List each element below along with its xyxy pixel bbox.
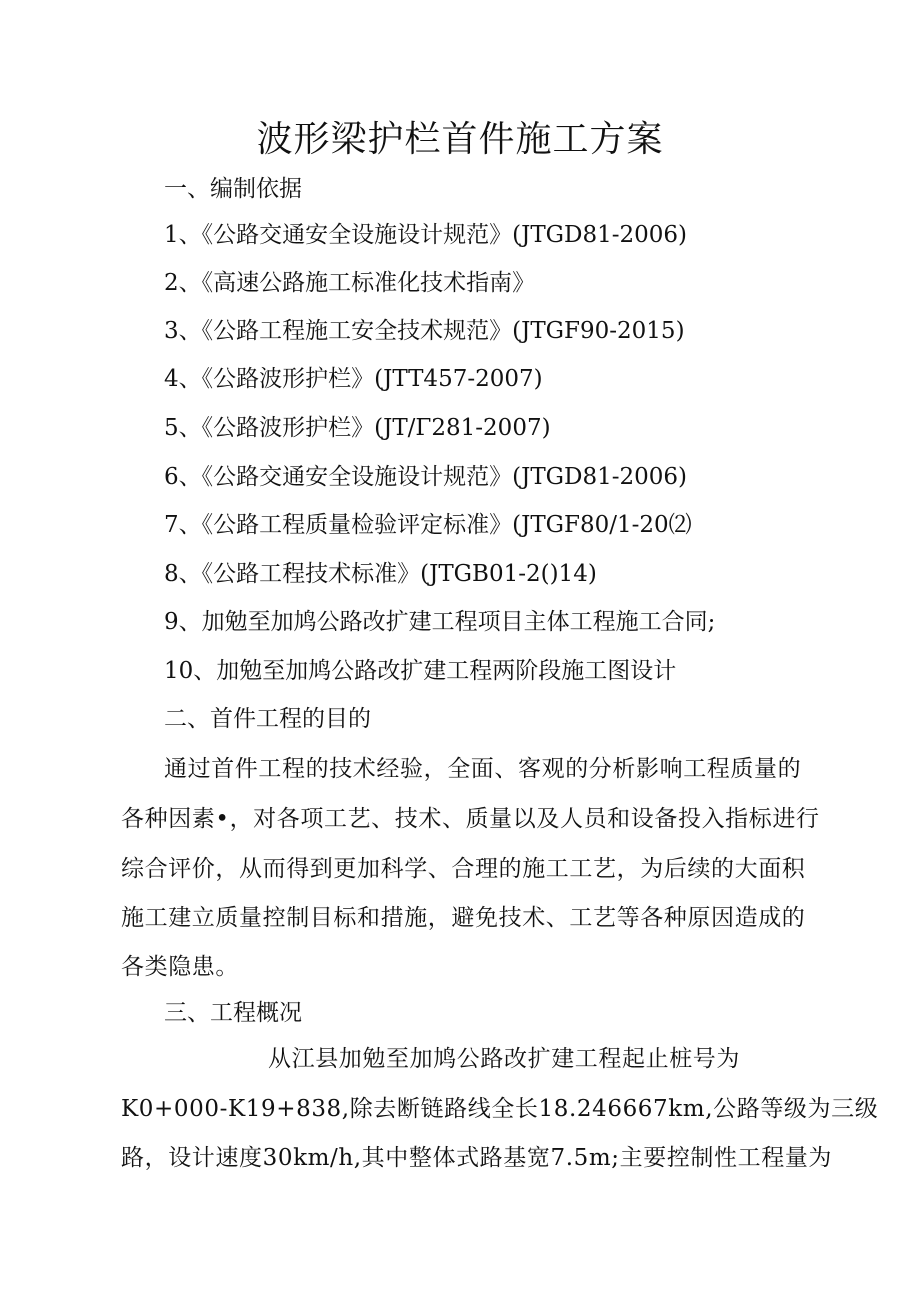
- basis-item-5: 5、《公路波形护栏》(JT/Γ281-2007): [164, 415, 551, 441]
- basis-item-1: 1、《公路交通安全设施设计规范》(JTGD81-2006): [164, 222, 688, 248]
- section-heading-purpose: 二、首件工程的目的: [164, 706, 371, 732]
- document-title: 波形梁护栏首件施工方案: [256, 119, 664, 160]
- purpose-paragraph-line-1: 通过首件工程的技术经验，全面、客观的分析影响工程质量的: [164, 756, 802, 782]
- basis-item-3: 3、《公路工程施工安全技术规范》(JTGF90-2015): [164, 318, 685, 344]
- section-heading-basis: 一、编制依据: [164, 176, 302, 202]
- purpose-paragraph-line-4: 施工建立质量控制目标和措施，避免技术、工艺等各种原因造成的: [121, 905, 806, 931]
- basis-item-8: 8、《公路工程技术标准》(JTGB01-2()14): [164, 561, 597, 587]
- section-heading-overview: 三、工程概况: [164, 1000, 302, 1026]
- overview-paragraph-line-1: 从江县加勉至加鸠公路改扩建工程起止桩号为: [268, 1046, 740, 1072]
- purpose-paragraph-line-3: 综合评价，从而得到更加科学、合理的施工工艺，为后续的大面积: [121, 856, 806, 882]
- overview-paragraph-line-3: 路，设计速度30km/h,其中整体式路基宽7.5m;主要控制性工程量为: [121, 1145, 833, 1171]
- basis-item-4: 4、《公路波形护栏》(JTT457-2007): [164, 366, 543, 392]
- basis-item-6: 6、《公路交通安全设施设计规范》(JTGD81-2006): [164, 464, 688, 490]
- overview-paragraph-line-2: K0+000-K19+838,除去断链路线全长18.246667km,公路等级为三级: [121, 1096, 879, 1122]
- purpose-paragraph-line-2: 各种因素•，对各项工艺、技术、质量以及人员和设备投入指标进行: [121, 806, 820, 832]
- basis-item-2: 2、《高速公路施工标准化技术指南》: [164, 270, 536, 296]
- basis-item-7: 7、《公路工程质量检验评定标准》(JTGF80/1-20⑵: [164, 512, 692, 538]
- basis-item-9: 9、加勉至加鸠公路改扩建工程项目主体工程施工合同;: [164, 609, 716, 635]
- purpose-paragraph-line-5: 各类隐患。: [121, 954, 239, 980]
- basis-item-10: 10、加勉至加鸠公路改扩建工程两阶段施工图设计: [164, 658, 677, 684]
